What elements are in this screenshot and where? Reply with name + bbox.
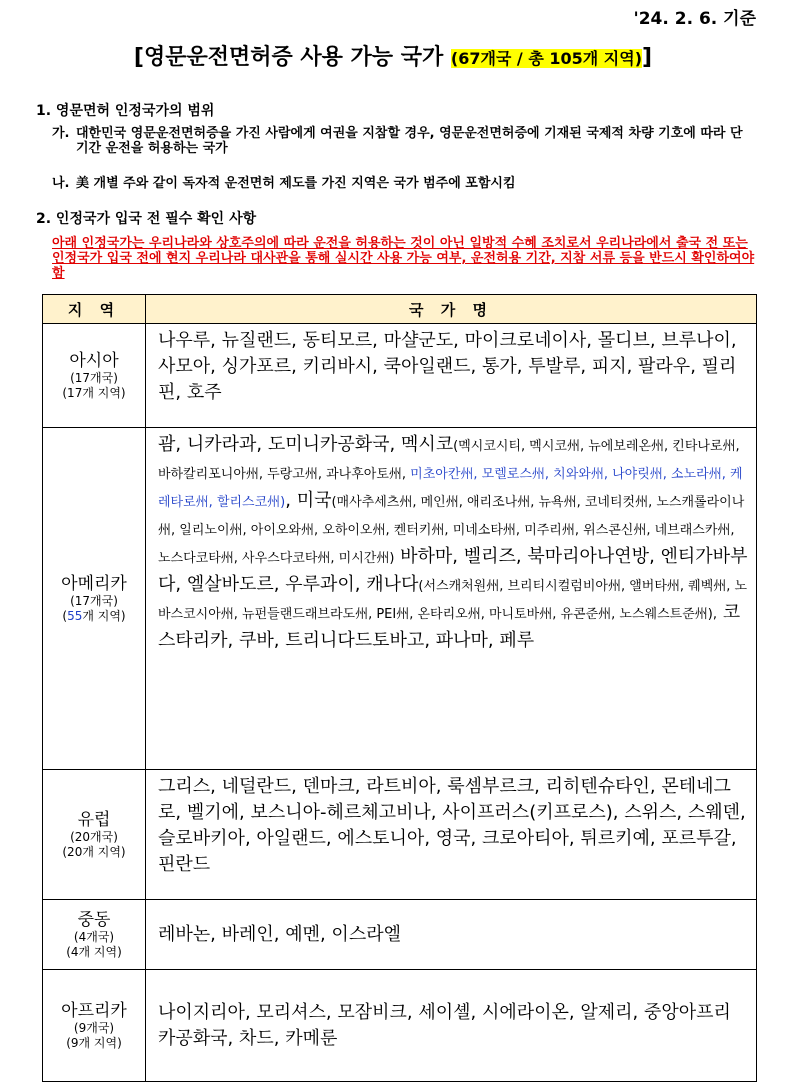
item-b-text: 美 개별 주와 같이 독자적 운전면허 제도를 가진 지역은 국가 범주에 포함시킴 <box>76 176 516 191</box>
region-name: 중동 <box>77 909 111 930</box>
countries-cell-africa: 나이지리아, 모리셔스, 모잠비크, 세이셸, 시에라이온, 알제리, 중앙아프리카공화국, 차드, 카메룬 <box>146 970 757 1082</box>
item-a-marker: 가. <box>52 126 70 141</box>
header-country: 국 가 명 <box>146 295 757 324</box>
item-b-marker: 나. <box>52 176 70 191</box>
countries-cell-middle-east: 레바논, 바레인, 예멘, 이스라엘 <box>146 900 757 970</box>
title-close: ] <box>642 45 653 70</box>
region-area-count: (9개 지역) <box>66 1035 122 1050</box>
region-area-rest: 개 지역) <box>82 608 126 623</box>
region-cell-asia <box>43 324 146 428</box>
table-row-europe <box>43 770 757 900</box>
table-row-middle-east <box>43 900 757 970</box>
region-area-count <box>44 609 144 624</box>
region-area-count: (4개 지역) <box>66 944 122 959</box>
title-highlight: (67개국 / 총 105개 지역) <box>450 49 643 68</box>
table-header-row <box>43 295 757 324</box>
region-area-open: ( <box>62 608 68 623</box>
mexico-states: (멕시코시티, 멕시코州, 뉴에보레온州, 킨타나로州, 바하칼리포니아州, 두랑고州, 과나후아토州, <box>158 439 740 482</box>
countries-cell-americas <box>146 428 757 770</box>
mexico-states-blue: 미초아칸州, 모렐로스州, 치와와州, 나야릿州, 소노라州, 케레타로州, 할리스코州) <box>158 467 743 510</box>
section2-heading: 2. 인정국가 입국 전 필수 확인 사항 <box>36 211 257 227</box>
region-country-count: (9개국) <box>73 1020 115 1035</box>
region-area-count: (17개 지역) <box>62 385 126 400</box>
header-region: 지 역 <box>43 295 146 324</box>
table-row-americas <box>43 428 757 770</box>
item-a-text: 대한민국 영문운전면허증을 가진 사람에게 여권을 지참할 경우, 영문운전면허증에 기재된 국제적 차량 기호에 따라 단기간 운전을 허용하는 국가 <box>76 126 743 156</box>
title-main: [영문운전면허증 사용 가능 국가 <box>133 45 444 70</box>
region-country-count: (4개국) <box>73 929 115 944</box>
region-cell-africa <box>43 970 146 1082</box>
region-area-count: (20개 지역) <box>62 844 126 859</box>
section1-item-a <box>52 126 756 156</box>
canada-states: (서스캐처원州, 브리티시컬럼비아州, 앨버타州, 퀘벡州, 노바스코시아州, 뉴펀들랜드래브라도州, PEI州, 온타리오州, 마니토바州, 유콘준州, 노스웨스트준州), <box>158 579 748 622</box>
region-cell-middle-east <box>43 900 146 970</box>
region-cell-europe <box>43 770 146 900</box>
region-country-count: (20개국) <box>70 829 118 844</box>
table-row-asia <box>43 324 757 428</box>
americas-part2: , 미국 <box>285 490 332 511</box>
countries-cell-asia: 나우루, 뉴질랜드, 동티모르, 마샬군도, 마이크로네이사, 몰디브, 브루나이, 사모아, 싱가포르, 키리바시, 쿡아일랜드, 통가, 투발루, 피지, 팔라우, 필리핀, 호주 <box>146 324 757 428</box>
region-name: 아프리카 <box>61 1000 127 1021</box>
section1-item-b <box>52 176 756 191</box>
usa-states: (매사추세츠州, 메인州, 애리조나州, 뉴욕州, 코네티컷州, 노스캐롤라이나州, 일리노이州, 아이오와州, 오하이오州, 켄터키州, 미네소타州, 미주리州, 위스콘신州, 네브래스카州, 노스다코타州, 사우스다코타州, 미시간州) <box>158 495 745 566</box>
country-table <box>42 294 757 1082</box>
americas-part1: 괌, 니카라과, 도미니카공화국, 멕시코 <box>158 434 454 455</box>
countries-cell-europe: 그리스, 네덜란드, 덴마크, 라트비아, 룩셈부르크, 리히텐슈타인, 몬테네그로, 벨기에, 보스니아-헤르체고비나, 사이프러스(키프로스), 스위스, 스웨덴, 슬로바키아, 아일랜드, 에스토니아, 영국, 크로아티아, 튀르키예, 포르투갈, 핀란드 <box>146 770 757 900</box>
region-area-number: 55 <box>67 608 83 623</box>
americas-part3: 바하마, 벨리즈, 북마리아나연방, 엔티가바부다, 엘살바도르, 우루과이, 캐나다 <box>158 546 748 595</box>
warning-text: 아래 인정국가는 우리나라와 상호주의에 따라 운전을 허용하는 것이 아닌 일방적 수혜 조치로서 우리나라에서 출국 전 또는 인정국가 입국 전에 현지 우리나라 대사관을 통해 실시간 사용 가능 여부, 운전허용 기간, 지참 서류 등을 반드시 확인하여야 함 <box>52 236 755 281</box>
region-country-count: (17개국) <box>70 593 118 608</box>
region-name: 아메리카 <box>61 573 127 594</box>
section1-heading: 1. 영문면허 인정국가의 범위 <box>36 103 215 119</box>
region-cell-americas <box>43 428 146 770</box>
table-row-africa <box>43 970 757 1082</box>
region-name: 유럽 <box>77 809 111 830</box>
reference-date: '24. 2. 6. 기준 <box>633 9 756 29</box>
americas-part4: 코스타리카, 쿠바, 트리니다드토바고, 파나마, 페루 <box>158 602 741 651</box>
page-title <box>0 40 786 71</box>
region-name: 아시아 <box>69 350 119 371</box>
region-country-count: (17개국) <box>70 370 118 385</box>
